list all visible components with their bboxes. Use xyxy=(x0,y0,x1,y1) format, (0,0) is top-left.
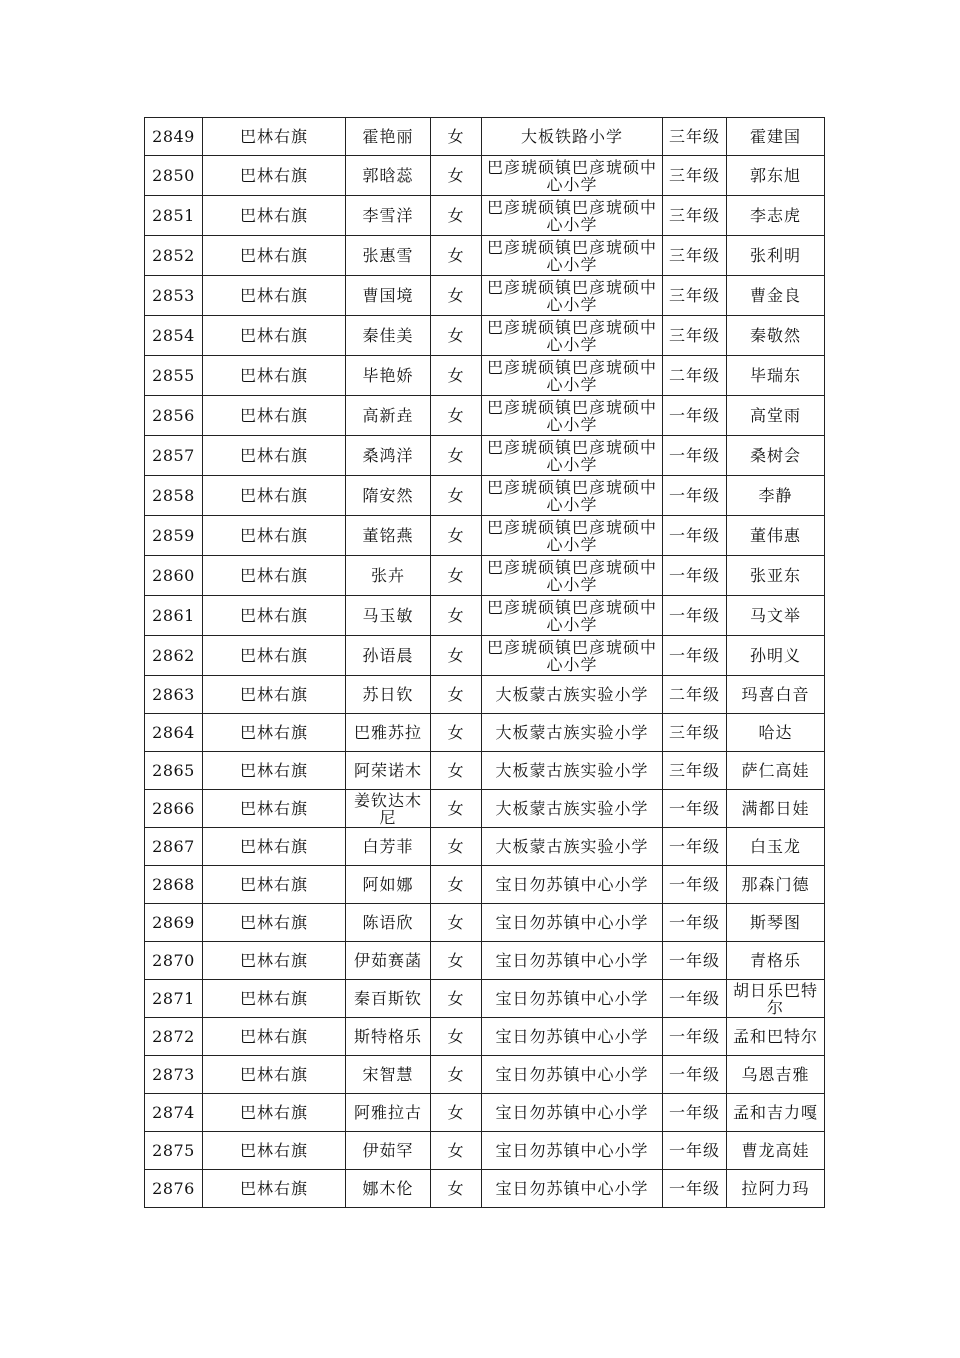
cell-grade: 一年级 xyxy=(663,1094,727,1132)
cell-number: 2859 xyxy=(145,516,203,556)
cell-school: 巴彦琥硕镇巴彦琥硕中心小学 xyxy=(482,316,663,356)
cell-guardian: 马文举 xyxy=(727,596,825,636)
cell-school: 大板蒙古族实验小学 xyxy=(482,828,663,866)
cell-number: 2872 xyxy=(145,1018,203,1056)
cell-gender: 女 xyxy=(431,118,482,156)
cell-school: 大板蒙古族实验小学 xyxy=(482,790,663,828)
cell-grade: 一年级 xyxy=(663,942,727,980)
cell-gender: 女 xyxy=(431,396,482,436)
cell-student-name: 阿如娜 xyxy=(346,866,431,904)
cell-county: 巴林右旗 xyxy=(203,118,346,156)
cell-school: 大板蒙古族实验小学 xyxy=(482,714,663,752)
cell-gender: 女 xyxy=(431,196,482,236)
table-row xyxy=(145,118,825,156)
cell-gender: 女 xyxy=(431,516,482,556)
cell-grade: 一年级 xyxy=(663,516,727,556)
cell-grade: 一年级 xyxy=(663,828,727,866)
cell-student-name: 张惠雪 xyxy=(346,236,431,276)
cell-gender: 女 xyxy=(431,752,482,790)
table-row xyxy=(145,316,825,356)
table-row xyxy=(145,752,825,790)
cell-gender: 女 xyxy=(431,156,482,196)
cell-county: 巴林右旗 xyxy=(203,828,346,866)
cell-school: 巴彦琥硕镇巴彦琥硕中心小学 xyxy=(482,236,663,276)
cell-guardian: 董伟惠 xyxy=(727,516,825,556)
cell-number: 2851 xyxy=(145,196,203,236)
cell-grade: 三年级 xyxy=(663,752,727,790)
table-row xyxy=(145,942,825,980)
cell-student-name: 秦佳美 xyxy=(346,316,431,356)
cell-number: 2870 xyxy=(145,942,203,980)
cell-county: 巴林右旗 xyxy=(203,866,346,904)
cell-county: 巴林右旗 xyxy=(203,596,346,636)
cell-number: 2857 xyxy=(145,436,203,476)
cell-student-name: 李雪洋 xyxy=(346,196,431,236)
cell-gender: 女 xyxy=(431,1056,482,1094)
cell-school: 大板蒙古族实验小学 xyxy=(482,752,663,790)
cell-guardian: 哈达 xyxy=(727,714,825,752)
cell-guardian: 张利明 xyxy=(727,236,825,276)
cell-student-name: 孙语晨 xyxy=(346,636,431,676)
cell-number: 2869 xyxy=(145,904,203,942)
cell-number: 2867 xyxy=(145,828,203,866)
cell-number: 2864 xyxy=(145,714,203,752)
cell-student-name: 巴雅苏拉 xyxy=(346,714,431,752)
cell-school: 巴彦琥硕镇巴彦琥硕中心小学 xyxy=(482,156,663,196)
cell-grade: 一年级 xyxy=(663,556,727,596)
cell-county: 巴林右旗 xyxy=(203,156,346,196)
cell-county: 巴林右旗 xyxy=(203,436,346,476)
cell-gender: 女 xyxy=(431,866,482,904)
cell-county: 巴林右旗 xyxy=(203,1018,346,1056)
cell-grade: 一年级 xyxy=(663,1170,727,1208)
cell-guardian: 白玉龙 xyxy=(727,828,825,866)
cell-guardian: 那森门德 xyxy=(727,866,825,904)
cell-grade: 一年级 xyxy=(663,980,727,1018)
table-row xyxy=(145,396,825,436)
table-row xyxy=(145,436,825,476)
table-row xyxy=(145,980,825,1018)
cell-gender: 女 xyxy=(431,476,482,516)
cell-guardian: 满都日娃 xyxy=(727,790,825,828)
cell-gender: 女 xyxy=(431,1170,482,1208)
cell-grade: 二年级 xyxy=(663,356,727,396)
table-row xyxy=(145,790,825,828)
cell-gender: 女 xyxy=(431,1132,482,1170)
cell-county: 巴林右旗 xyxy=(203,516,346,556)
cell-student-name: 马玉敏 xyxy=(346,596,431,636)
cell-student-name: 姜钦达木尼 xyxy=(346,790,431,828)
cell-grade: 三年级 xyxy=(663,156,727,196)
table-row xyxy=(145,196,825,236)
cell-county: 巴林右旗 xyxy=(203,556,346,596)
table-row xyxy=(145,1094,825,1132)
cell-school: 宝日勿苏镇中心小学 xyxy=(482,942,663,980)
cell-number: 2865 xyxy=(145,752,203,790)
cell-gender: 女 xyxy=(431,828,482,866)
table-row xyxy=(145,714,825,752)
cell-school: 巴彦琥硕镇巴彦琥硕中心小学 xyxy=(482,436,663,476)
cell-county: 巴林右旗 xyxy=(203,942,346,980)
cell-number: 2855 xyxy=(145,356,203,396)
cell-guardian: 秦敬然 xyxy=(727,316,825,356)
table-row xyxy=(145,236,825,276)
cell-school: 巴彦琥硕镇巴彦琥硕中心小学 xyxy=(482,276,663,316)
cell-guardian: 斯琴图 xyxy=(727,904,825,942)
table-row xyxy=(145,676,825,714)
cell-school: 宝日勿苏镇中心小学 xyxy=(482,904,663,942)
cell-grade: 一年级 xyxy=(663,790,727,828)
cell-grade: 一年级 xyxy=(663,596,727,636)
table-row xyxy=(145,516,825,556)
student-roster-table xyxy=(144,117,825,1208)
cell-school: 宝日勿苏镇中心小学 xyxy=(482,866,663,904)
cell-student-name: 阿雅拉古 xyxy=(346,1094,431,1132)
cell-student-name: 阿荣诺木 xyxy=(346,752,431,790)
cell-number: 2866 xyxy=(145,790,203,828)
cell-number: 2871 xyxy=(145,980,203,1018)
cell-school: 宝日勿苏镇中心小学 xyxy=(482,1056,663,1094)
cell-guardian: 孟和吉力嘎 xyxy=(727,1094,825,1132)
cell-student-name: 宋智慧 xyxy=(346,1056,431,1094)
cell-gender: 女 xyxy=(431,356,482,396)
cell-school: 巴彦琥硕镇巴彦琥硕中心小学 xyxy=(482,556,663,596)
cell-school: 巴彦琥硕镇巴彦琥硕中心小学 xyxy=(482,396,663,436)
table-row xyxy=(145,866,825,904)
cell-school: 巴彦琥硕镇巴彦琥硕中心小学 xyxy=(482,636,663,676)
cell-school: 巴彦琥硕镇巴彦琥硕中心小学 xyxy=(482,196,663,236)
cell-grade: 一年级 xyxy=(663,1056,727,1094)
cell-grade: 一年级 xyxy=(663,396,727,436)
cell-gender: 女 xyxy=(431,942,482,980)
cell-guardian: 孟和巴特尔 xyxy=(727,1018,825,1056)
cell-school: 宝日勿苏镇中心小学 xyxy=(482,1094,663,1132)
cell-grade: 三年级 xyxy=(663,276,727,316)
table-row xyxy=(145,556,825,596)
cell-guardian: 高堂雨 xyxy=(727,396,825,436)
cell-student-name: 郭晗蕊 xyxy=(346,156,431,196)
cell-number: 2861 xyxy=(145,596,203,636)
cell-grade: 一年级 xyxy=(663,1132,727,1170)
cell-guardian: 张亚东 xyxy=(727,556,825,596)
cell-guardian: 桑树会 xyxy=(727,436,825,476)
cell-student-name: 陈语欣 xyxy=(346,904,431,942)
table-row xyxy=(145,828,825,866)
cell-guardian: 曹金良 xyxy=(727,276,825,316)
cell-student-name: 张卉 xyxy=(346,556,431,596)
cell-grade: 一年级 xyxy=(663,436,727,476)
cell-school: 宝日勿苏镇中心小学 xyxy=(482,980,663,1018)
cell-guardian: 玛喜白音 xyxy=(727,676,825,714)
cell-student-name: 隋安然 xyxy=(346,476,431,516)
cell-school: 巴彦琥硕镇巴彦琥硕中心小学 xyxy=(482,596,663,636)
cell-school: 大板铁路小学 xyxy=(482,118,663,156)
cell-number: 2863 xyxy=(145,676,203,714)
cell-student-name: 伊茹罕 xyxy=(346,1132,431,1170)
cell-number: 2850 xyxy=(145,156,203,196)
cell-student-name: 娜木伦 xyxy=(346,1170,431,1208)
cell-grade: 一年级 xyxy=(663,866,727,904)
cell-grade: 一年级 xyxy=(663,636,727,676)
cell-guardian: 乌恩吉雅 xyxy=(727,1056,825,1094)
cell-school: 宝日勿苏镇中心小学 xyxy=(482,1132,663,1170)
cell-number: 2858 xyxy=(145,476,203,516)
table-row xyxy=(145,1170,825,1208)
cell-number: 2860 xyxy=(145,556,203,596)
cell-student-name: 董铭燕 xyxy=(346,516,431,556)
cell-gender: 女 xyxy=(431,556,482,596)
cell-county: 巴林右旗 xyxy=(203,396,346,436)
cell-grade: 三年级 xyxy=(663,316,727,356)
cell-student-name: 斯特格乐 xyxy=(346,1018,431,1056)
cell-guardian: 李志虎 xyxy=(727,196,825,236)
cell-gender: 女 xyxy=(431,904,482,942)
cell-number: 2876 xyxy=(145,1170,203,1208)
table-row xyxy=(145,276,825,316)
table-row xyxy=(145,636,825,676)
cell-county: 巴林右旗 xyxy=(203,752,346,790)
cell-number: 2856 xyxy=(145,396,203,436)
cell-school: 巴彦琥硕镇巴彦琥硕中心小学 xyxy=(482,356,663,396)
cell-number: 2875 xyxy=(145,1132,203,1170)
cell-guardian: 拉阿力玛 xyxy=(727,1170,825,1208)
cell-student-name: 毕艳娇 xyxy=(346,356,431,396)
cell-gender: 女 xyxy=(431,714,482,752)
cell-county: 巴林右旗 xyxy=(203,1132,346,1170)
cell-number: 2874 xyxy=(145,1094,203,1132)
cell-guardian: 毕瑞东 xyxy=(727,356,825,396)
cell-student-name: 白芳菲 xyxy=(346,828,431,866)
cell-number: 2854 xyxy=(145,316,203,356)
table-row xyxy=(145,156,825,196)
table-row xyxy=(145,356,825,396)
cell-grade: 三年级 xyxy=(663,118,727,156)
cell-county: 巴林右旗 xyxy=(203,276,346,316)
cell-county: 巴林右旗 xyxy=(203,790,346,828)
cell-school: 宝日勿苏镇中心小学 xyxy=(482,1018,663,1056)
table-row xyxy=(145,596,825,636)
cell-gender: 女 xyxy=(431,316,482,356)
cell-guardian: 青格乐 xyxy=(727,942,825,980)
cell-school: 宝日勿苏镇中心小学 xyxy=(482,1170,663,1208)
cell-guardian: 霍建国 xyxy=(727,118,825,156)
table-row xyxy=(145,476,825,516)
cell-county: 巴林右旗 xyxy=(203,1056,346,1094)
cell-county: 巴林右旗 xyxy=(203,316,346,356)
table-row xyxy=(145,1132,825,1170)
cell-grade: 一年级 xyxy=(663,1018,727,1056)
cell-student-name: 秦百斯钦 xyxy=(346,980,431,1018)
cell-student-name: 霍艳丽 xyxy=(346,118,431,156)
cell-guardian: 萨仁高娃 xyxy=(727,752,825,790)
cell-county: 巴林右旗 xyxy=(203,196,346,236)
cell-student-name: 苏日钦 xyxy=(346,676,431,714)
cell-county: 巴林右旗 xyxy=(203,980,346,1018)
cell-student-name: 高新垚 xyxy=(346,396,431,436)
cell-grade: 三年级 xyxy=(663,714,727,752)
cell-guardian: 李静 xyxy=(727,476,825,516)
cell-grade: 二年级 xyxy=(663,676,727,714)
cell-gender: 女 xyxy=(431,676,482,714)
table-row xyxy=(145,1018,825,1056)
table-row xyxy=(145,1056,825,1094)
roster-body xyxy=(145,118,825,1208)
cell-school: 巴彦琥硕镇巴彦琥硕中心小学 xyxy=(482,516,663,556)
cell-gender: 女 xyxy=(431,1018,482,1056)
cell-guardian: 郭东旭 xyxy=(727,156,825,196)
cell-student-name: 曹国境 xyxy=(346,276,431,316)
cell-county: 巴林右旗 xyxy=(203,904,346,942)
cell-grade: 一年级 xyxy=(663,476,727,516)
cell-gender: 女 xyxy=(431,790,482,828)
cell-gender: 女 xyxy=(431,436,482,476)
cell-county: 巴林右旗 xyxy=(203,356,346,396)
cell-guardian: 胡日乐巴特尔 xyxy=(727,980,825,1018)
cell-county: 巴林右旗 xyxy=(203,1094,346,1132)
cell-student-name: 桑鸿洋 xyxy=(346,436,431,476)
cell-school: 巴彦琥硕镇巴彦琥硕中心小学 xyxy=(482,476,663,516)
cell-grade: 一年级 xyxy=(663,904,727,942)
cell-number: 2862 xyxy=(145,636,203,676)
cell-number: 2852 xyxy=(145,236,203,276)
cell-county: 巴林右旗 xyxy=(203,1170,346,1208)
cell-county: 巴林右旗 xyxy=(203,676,346,714)
cell-county: 巴林右旗 xyxy=(203,714,346,752)
cell-number: 2849 xyxy=(145,118,203,156)
cell-gender: 女 xyxy=(431,1094,482,1132)
cell-guardian: 孙明义 xyxy=(727,636,825,676)
cell-gender: 女 xyxy=(431,980,482,1018)
cell-guardian: 曹龙高娃 xyxy=(727,1132,825,1170)
cell-number: 2873 xyxy=(145,1056,203,1094)
cell-county: 巴林右旗 xyxy=(203,236,346,276)
cell-gender: 女 xyxy=(431,236,482,276)
cell-grade: 三年级 xyxy=(663,236,727,276)
table-row xyxy=(145,904,825,942)
cell-student-name: 伊茹赛菡 xyxy=(346,942,431,980)
cell-county: 巴林右旗 xyxy=(203,636,346,676)
cell-gender: 女 xyxy=(431,276,482,316)
cell-number: 2853 xyxy=(145,276,203,316)
cell-county: 巴林右旗 xyxy=(203,476,346,516)
cell-gender: 女 xyxy=(431,636,482,676)
cell-number: 2868 xyxy=(145,866,203,904)
cell-grade: 三年级 xyxy=(663,196,727,236)
cell-school: 大板蒙古族实验小学 xyxy=(482,676,663,714)
cell-gender: 女 xyxy=(431,596,482,636)
